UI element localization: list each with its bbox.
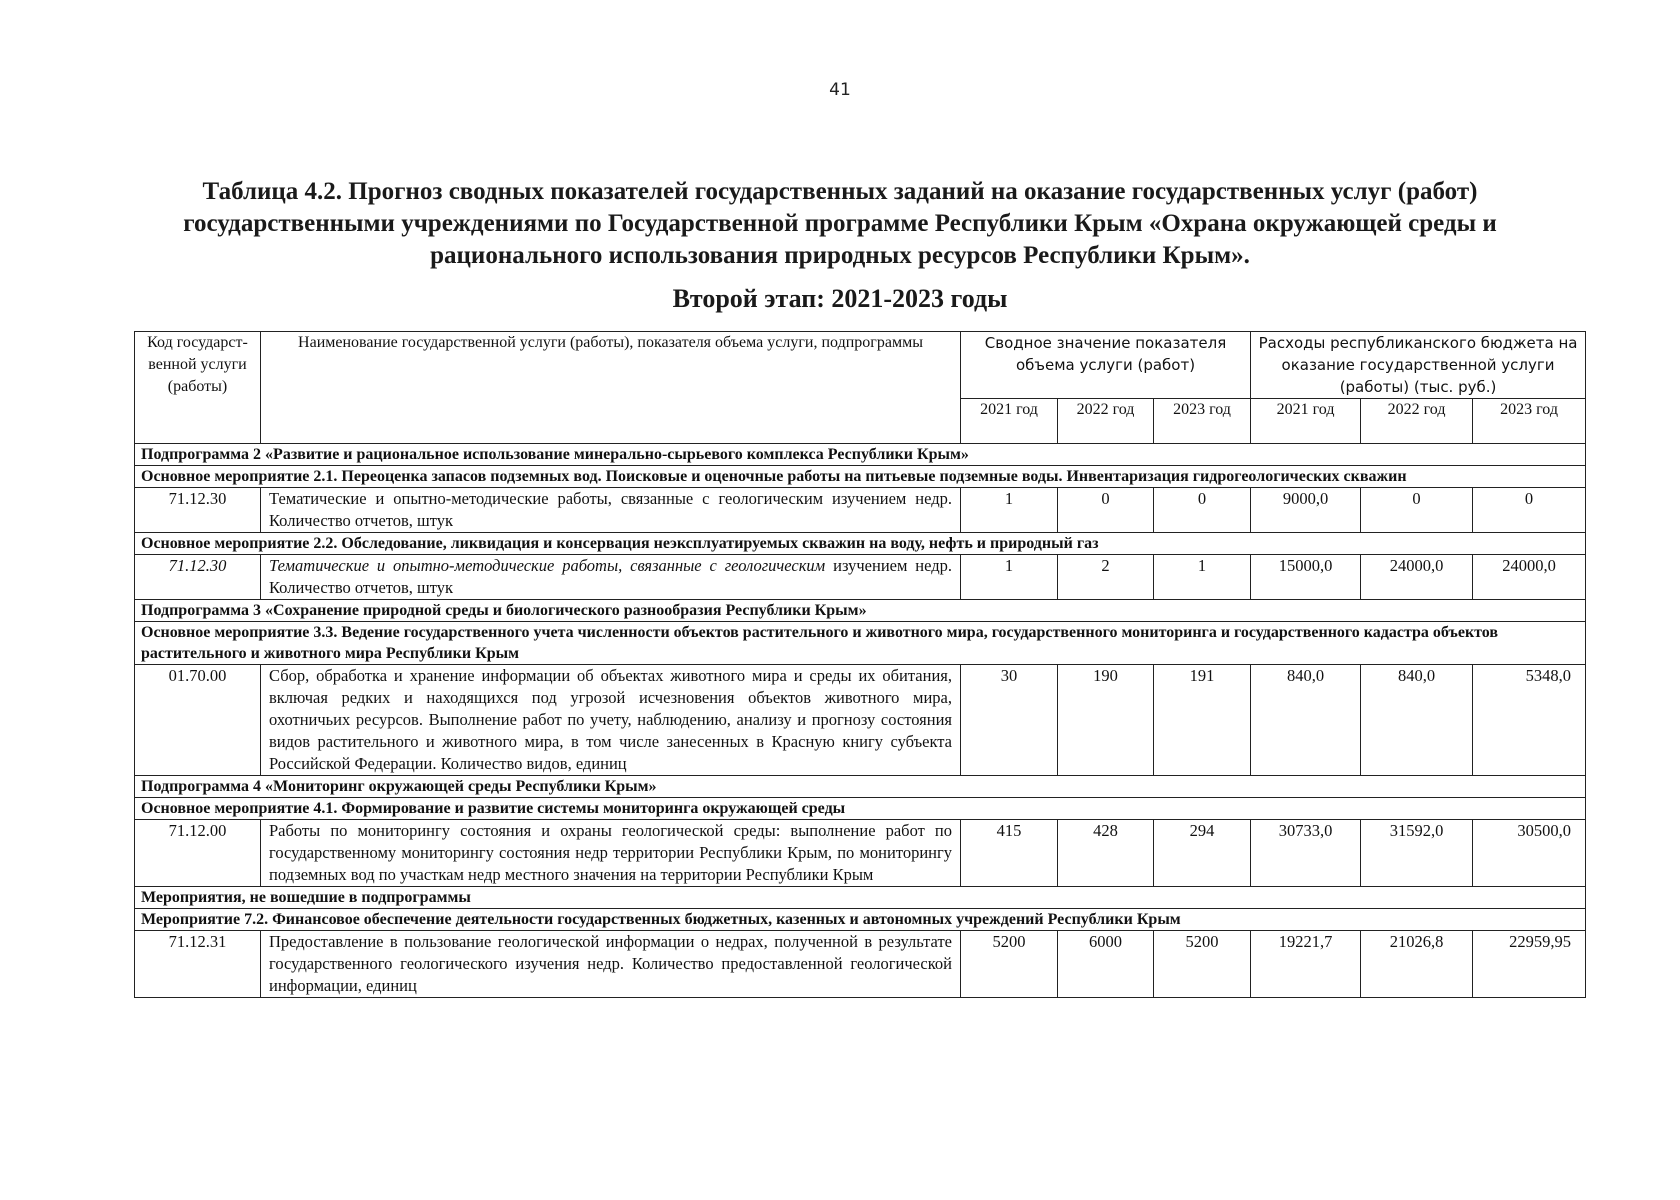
volume-2023: 294	[1154, 820, 1251, 887]
service-description: Сбор, обработка и хранение информации об объектах животного мира и среды их обитания, включая редких и находящихся под угрозой исчезновения объектов животного мира, охотничьих ресурсов. Выполнение работ по учету, наблюдению, анализу и прогнозу состояния видов растительного и животного мира, в том числе занесенных в Красную книгу субъекта Российской Федерации. Количество видов, единиц	[261, 665, 961, 776]
budget-2022: 24000,0	[1361, 555, 1473, 600]
header-year-volume-2022: 2022 год	[1058, 399, 1154, 444]
description-italic-part: Тематические и опытно-методические работы, связанные с геологическим	[269, 556, 826, 575]
budget-2023: 5348,0	[1473, 665, 1586, 776]
service-description: Тематические и опытно-методические работы, связанные с геологическим изучением недр. Количество отчетов, штук	[261, 488, 961, 533]
volume-2021: 1	[961, 555, 1058, 600]
volume-2021: 415	[961, 820, 1058, 887]
budget-2023: 24000,0	[1473, 555, 1586, 600]
section-row	[135, 622, 1586, 665]
header-name: Наименование государственной услуги (работы), показателя объема услуги, подпрограммы	[261, 332, 961, 444]
measure-7-2-heading: Мероприятие 7.2. Финансовое обеспечение деятельности государственных бюджетных, казенных и автономных учреждений Республики Крым	[135, 909, 1586, 931]
header-volume: Сводное значение показателя объема услуги (работ)	[961, 332, 1251, 399]
section-row	[135, 887, 1586, 909]
section-row	[135, 909, 1586, 931]
subprogram-3-heading: Подпрограмма 3 «Сохранение природной среды и биологического разнообразия Республики Крым»	[135, 600, 1586, 622]
header-code: Код государст-венной услуги (работы)	[135, 332, 261, 444]
budget-2022: 840,0	[1361, 665, 1473, 776]
budget-2022: 21026,8	[1361, 931, 1473, 998]
header-year-budget-2022: 2022 год	[1361, 399, 1473, 444]
volume-2022: 0	[1058, 488, 1154, 533]
section-row	[135, 798, 1586, 820]
section-row	[135, 466, 1586, 488]
header-budget: Расходы республиканского бюджета на оказание государственной услуги (работы) (тыс. руб.)	[1251, 332, 1586, 399]
volume-2022: 428	[1058, 820, 1154, 887]
header-row-1	[135, 332, 1586, 399]
volume-2021: 1	[961, 488, 1058, 533]
section-row	[135, 776, 1586, 798]
budget-2022: 0	[1361, 488, 1473, 533]
volume-2022: 6000	[1058, 931, 1154, 998]
service-code: 71.12.31	[135, 931, 261, 998]
volume-2023: 5200	[1154, 931, 1251, 998]
budget-2022: 31592,0	[1361, 820, 1473, 887]
table-row	[135, 665, 1586, 776]
measure-3-3-heading: Основное мероприятие 3.3. Ведение государственного учета численности объектов растительного и животного мира, государственного мониторинга и государственного кадастра объектов растительного и животного мира Республики Крым	[135, 622, 1586, 665]
volume-2023: 191	[1154, 665, 1251, 776]
table-row	[135, 820, 1586, 887]
budget-2021: 840,0	[1251, 665, 1361, 776]
header-year-volume-2021: 2021 год	[961, 399, 1058, 444]
table-row	[135, 488, 1586, 533]
budget-2021: 15000,0	[1251, 555, 1361, 600]
budget-2021: 19221,7	[1251, 931, 1361, 998]
volume-2021: 5200	[961, 931, 1058, 998]
budget-2023: 22959,95	[1473, 931, 1586, 998]
measure-4-1-heading: Основное мероприятие 4.1. Формирование и развитие системы мониторинга окружающей среды	[135, 798, 1586, 820]
not-included-heading: Мероприятия, не вошедшие в подпрограммы	[135, 887, 1586, 909]
measure-2-2-heading: Основное мероприятие 2.2. Обследование, ликвидация и консервация неэксплуатируемых скважин на воду, нефть и природный газ	[135, 533, 1586, 555]
service-description	[261, 555, 961, 600]
table-subtitle: Второй этап: 2021-2023 годы	[672, 284, 1008, 313]
service-code: 71.12.30	[135, 488, 261, 533]
section-row	[135, 600, 1586, 622]
table-title: Таблица 4.2. Прогноз сводных показателей государственных заданий на оказание государственных услуг (работ) государственными учреждениями по Государственной программе Республики Крым «Охрана окружающей среды и рационального использования природных ресурсов Республики Крым».	[183, 178, 1497, 269]
table-row	[135, 555, 1586, 600]
volume-2022: 2	[1058, 555, 1154, 600]
forecast-table	[134, 331, 1586, 998]
header-year-volume-2023: 2023 год	[1154, 399, 1251, 444]
service-code: 71.12.30	[135, 555, 261, 600]
volume-2021: 30	[961, 665, 1058, 776]
volume-2023: 0	[1154, 488, 1251, 533]
measure-2-1-heading: Основное мероприятие 2.1. Переоценка запасов подземных вод. Поисковые и оценочные работы на питьевые подземные воды. Инвентаризация гидрогеологических скважин	[135, 466, 1586, 488]
budget-2023: 30500,0	[1473, 820, 1586, 887]
service-description: Работы по мониторингу состояния и охраны геологической среды: выполнение работ по государственному мониторингу состояния недр территории Республики Крым, по мониторингу подземных вод по участкам недр местного значения на территории Республики Крым	[261, 820, 961, 887]
volume-2023: 1	[1154, 555, 1251, 600]
description-rest: изучением недр. Количество отчетов, штук	[269, 556, 952, 597]
section-row	[135, 533, 1586, 555]
section-row	[135, 444, 1586, 466]
service-code: 71.12.00	[135, 820, 261, 887]
header-year-budget-2021: 2021 год	[1251, 399, 1361, 444]
subprogram-2-heading: Подпрограмма 2 «Развитие и рациональное использование минерально-сырьевого комплекса Республики Крым»	[135, 444, 1586, 466]
volume-2022: 190	[1058, 665, 1154, 776]
subprogram-4-heading: Подпрограмма 4 «Мониторинг окружающей среды Республики Крым»	[135, 776, 1586, 798]
budget-2021: 9000,0	[1251, 488, 1361, 533]
service-description: Предоставление в пользование геологической информации о недрах, полученной в результате государственного геологического изучения недр. Количество предоставленной геологической информации, единиц	[261, 931, 961, 998]
table-row	[135, 931, 1586, 998]
page-number: 41	[829, 80, 851, 100]
service-code: 01.70.00	[135, 665, 261, 776]
budget-2023: 0	[1473, 488, 1586, 533]
budget-2021: 30733,0	[1251, 820, 1361, 887]
header-year-budget-2023: 2023 год	[1473, 399, 1586, 444]
